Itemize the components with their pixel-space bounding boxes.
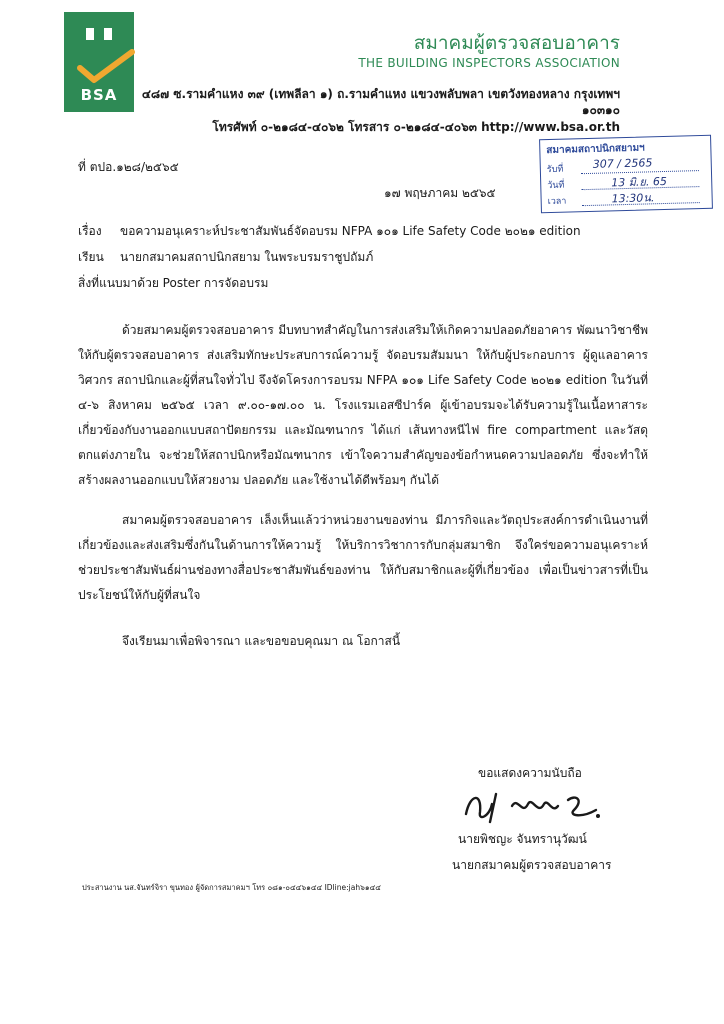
org-name-eng: THE BUILDING INSPECTORS ASSOCIATION xyxy=(358,56,620,70)
bsa-logo xyxy=(64,12,134,112)
logo-bar-right xyxy=(104,28,112,40)
stamp-title: สมาคมสถาปนิกสยามฯ xyxy=(546,142,645,157)
stamp-receive-no: 307 / 2565 xyxy=(592,156,653,171)
receipt-stamp xyxy=(539,135,713,213)
to-label: เรียน xyxy=(78,250,104,264)
paragraph-1-text: ด้วยสมาคมผู้ตรวจสอบอาคาร มีบทบาทสำคัญในการส่งเสริมให้เกิดความปลอดภัยอาคาร พัฒนาวิชาชีพให้กับผู้ตรวจสอบอาคาร ส่งเสริมทักษะประสบการณ์ความรู้ จัดอบรมสัมมนา ให้กับผู้ประกอบการ ผู้ดูแลอาคาร วิศวกร สถาปนิกและผู้ที่สนใจทั่วไป จึงจัดโครงการอบรม NFPA ๑๐๑ Life Safety Code ๒๐๒๑ edition ในวันที่ ๔-๖ สิงหาคม ๒๕๖๕ เวลา ๙.๐๐-๑๗.๐๐ น. โรงแรมเอสซีปาร์ค ผู้เข้าอบรมจะได้รับความรู้ในเนื้อหาสาระเกี่ยวข้องกับงานออกแบบสถาปัตยกรรม และมัณฑนากร ได้แก่ เส้นทางหนีไฟ fire compartment และวัสดุตกแต่งภายใน จะช่วยให้สถาปนิกหรือมัณฑนากร เข้าใจความสำคัญของข้อกำหนดความปลอดภัย ซึ่งจะทำให้สร้างผลงานออกแบบให้สวยงาม ปลอดภัย และใช้งานได้ดีพร้อมๆ กันได้ xyxy=(78,323,648,487)
complimentary-close: ขอแสดงความนับถือ xyxy=(478,766,582,780)
address-line-1: ๔๘๗ ซ.รามคำแหง ๓๙ (เทพลีลา ๑) ถ.รามคำแหง แขวงพลับพลา เขตวังทองหลาง กรุงเทพฯ xyxy=(141,87,620,101)
closing-paragraph: จึงเรียนมาเพื่อพิจารณา และขอขอบคุณมา ณ โอกาสนี้ xyxy=(122,634,401,648)
ref-number: ที่ ตปอ.๑๒๘/๒๕๖๕ xyxy=(78,160,179,174)
stamp-date: 13 มิ.ย. 65 xyxy=(611,174,668,190)
subject-text: ขอความอนุเคราะห์ประชาสัมพันธ์จัดอบรม NFPA ๑๐๑ Life Safety Code ๒๐๒๑ edition xyxy=(120,224,581,238)
body-paragraph-1 xyxy=(78,318,648,493)
body-paragraph-2 xyxy=(78,508,648,608)
logo-check-icon xyxy=(74,48,136,86)
stamp-label-receive-no: รับที่ xyxy=(546,164,564,176)
stamp-label-date: วันที่ xyxy=(547,180,565,192)
logo-bar-left xyxy=(86,28,94,40)
letter-date: ๑๗ พฤษภาคม ๒๕๖๕ xyxy=(384,186,496,200)
org-name-thai: สมาคมผู้ตรวจสอบอาคาร xyxy=(413,32,620,54)
enclosure: สิ่งที่แนบมาด้วย Poster การจัดอบรม xyxy=(78,276,269,290)
logo-text: BSA xyxy=(80,86,118,104)
subject-label: เรื่อง xyxy=(78,224,102,238)
paragraph-2-text: สมาคมผู้ตรวจสอบอาคาร เล็งเห็นแล้วว่าหน่วยงานของท่าน มีภารกิจและวัตถุประสงค์การดำเนินงานที่เกี่ยวข้องและส่งเสริมซึ่งกันในด้านการให้ความรู้ ให้บริการวิชาการกับกลุ่มสมาชิก จึงใคร่ขอความอนุเคราะห์ช่วยประชาสัมพันธ์ผ่านช่องทางสื่อประชาสัมพันธ์ของท่าน ให้กับสมาชิกและผู้ที่เกี่ยวข้อง เพื่อเป็นข่าวสารที่เป็นประโยชน์ให้กับผู้ที่สนใจ xyxy=(78,513,648,602)
contact-line: โทรศัพท์ ๐-๒๑๘๔-๔๐๖๒ โทรสาร ๐-๒๑๘๔-๔๐๖๓ http://www.bsa.or.th xyxy=(212,120,620,134)
stamp-label-time: เวลา xyxy=(547,196,567,208)
coordinator-footer: ประสานงาน นส.จันทร์จิรา ขุนทอง ผู้จัดการสมาคมฯ โทร ๐๘๑-๐๔๔๖๑๔๔ IDline:jah๖๑๔๔ xyxy=(82,883,381,892)
address-line-2: ๑๐๓๑๐ xyxy=(581,103,620,117)
signer-title: นายกสมาคมผู้ตรวจสอบอาคาร xyxy=(452,858,612,872)
signer-name: นายพิชญะ จันทรานุวัฒน์ xyxy=(458,832,587,846)
to-text: นายกสมาคมสถาปนิกสยาม ในพระบรมราชูปถัมภ์ xyxy=(120,250,374,264)
stamp-time: 13:30น. xyxy=(611,191,655,206)
signature-graphic xyxy=(460,786,610,828)
